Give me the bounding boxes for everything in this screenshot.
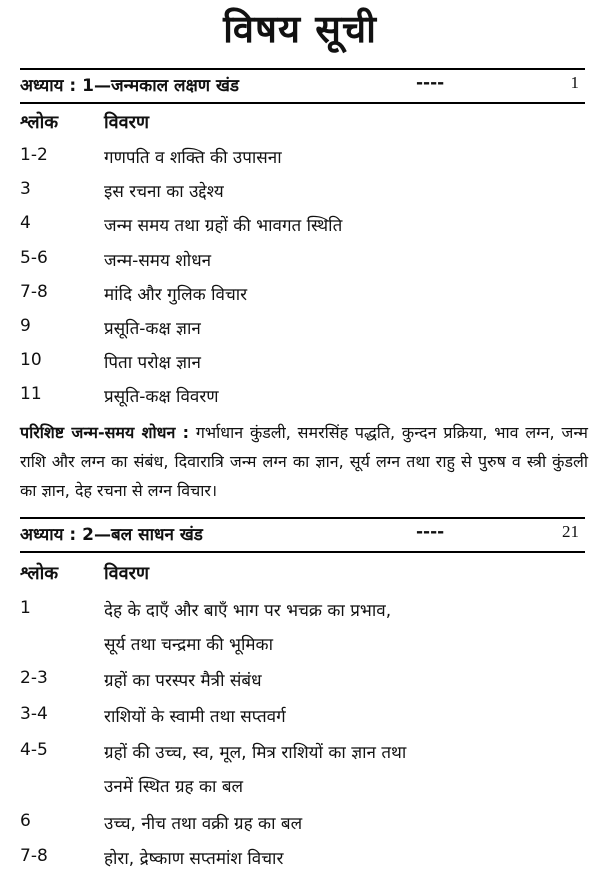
row-description: सूर्य तथा चन्द्रमा की भूमिका [104,635,274,655]
column-header-row [20,561,150,585]
row-description: उनमें स्थित ग्रह का बल [104,777,244,797]
chapter-1-header [20,68,585,104]
shloka-number: 5-6 [20,248,48,268]
chapter-page-number: 21 [562,522,579,541]
shloka-number: 1-2 [20,145,48,165]
row-description: प्रसूति-कक्ष ज्ञान [104,319,201,339]
row-description: राशियों के स्वामी तथा सप्तवर्ग [104,707,286,727]
row-description: जन्म समय तथा ग्रहों की भावगत स्थिति [104,216,343,236]
chapter-title: अध्याय : 2—बल साधन खंड [20,525,203,545]
row-description: पिता परोक्ष ज्ञान [104,353,201,373]
row-description: प्रसूति-कक्ष विवरण [104,387,219,407]
row-description: मांदि और गुलिक विचार [104,285,248,305]
shloka-number: 1 [20,598,31,618]
row-description: ग्रहों का परस्पर मैत्री संबंध [104,671,262,691]
appendix-label: परिशिष्ट जन्म-समय शोधन : [20,423,190,442]
shloka-number: 3-4 [20,704,48,724]
row-description: इस रचना का उद्देश्य [104,182,224,202]
column-vivaran: विवरण [104,112,150,133]
row-description: ग्रहों की उच्च, स्व, मूल, मित्र राशियों का ज्ञान तथा [104,743,407,763]
shloka-number: 9 [20,316,31,336]
chapter-2-header [20,517,585,553]
shloka-number: 10 [20,350,42,370]
shloka-number: 11 [20,384,42,404]
row-description: देह के दाएँ और बाएँ भाग पर भचक्र का प्रभाव, [104,601,392,621]
shloka-number: 7-8 [20,282,48,302]
column-shloka: श्लोक [20,112,59,133]
chapter-page-number: 1 [570,73,579,92]
shloka-number: 4 [20,213,31,233]
row-description: उच्च, नीच तथा वक्री ग्रह का बल [104,814,303,834]
shloka-number: 6 [20,811,31,831]
column-vivaran: विवरण [104,563,150,584]
column-header-row [20,110,150,134]
chapter-dash: ---- [416,522,445,542]
shloka-number: 4-5 [20,740,48,760]
page-title: विषय सूची [223,7,377,51]
row-description: गणपति व शक्ति की उपासना [104,148,282,168]
column-shloka: श्लोक [20,563,59,584]
row-description: होरा, द्रेष्काण सप्तमांश विचार [104,849,284,869]
shloka-number: 3 [20,179,31,199]
chapter-title: अध्याय : 1—जन्मकाल लक्षण खंड [20,76,239,96]
shloka-number: 2-3 [20,668,48,688]
shloka-number: 7-8 [20,846,48,866]
row-description: जन्म-समय शोधन [104,251,212,271]
appendix-paragraph [20,418,588,505]
appendix-text: गर्भाधान कुंडली, समरसिंह पद्धति, कुन्दन प्रक्रिया, भाव लग्न, जन्म राशि और लग्न का संबंध, दिवारात्रि जन्म लग्न का ज्ञान, सूर्य लग्न तथा राहु से पुरुष व स्त्री कुंडली का ज्ञान, देह रचना से लग्न विचार। [20,423,588,500]
chapter-dash: ---- [416,73,445,93]
